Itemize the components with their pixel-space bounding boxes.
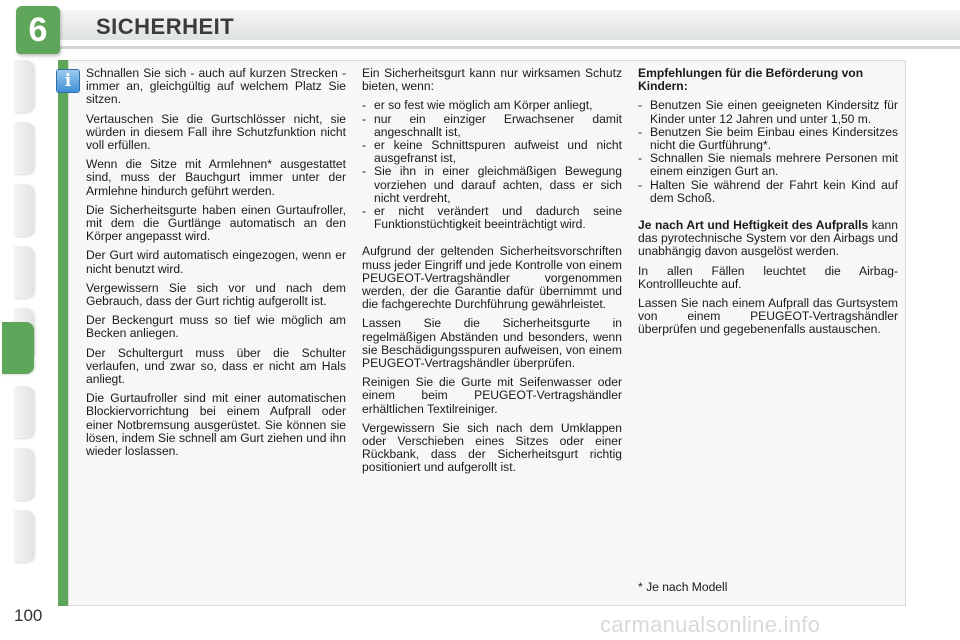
- chapter-tab-3[interactable]: [14, 184, 34, 236]
- paragraph: Der Gurt wird automatisch eingezogen, wenn er nicht benutzt wird.: [86, 248, 346, 276]
- paragraph: Die Gurtaufroller sind mit einer automatischen Blockiervorrichtung bei einem Aufprall oder einer Notbremsung ausgerüstet. Sie können sie lösen, indem Sie schnell am Gurt ziehen und ihn wieder loslassen.: [86, 391, 346, 459]
- paragraph: Vergewissern Sie sich nach dem Umklappen oder Verschieben eines Sitzes oder einer Rückbank, dass der Sicherheitsgurt richtig positioniert und aufgerollt ist.: [362, 420, 622, 475]
- paragraph: Die Sicherheitsgurte haben einen Gurtaufroller, mit dem die Gurtlänge automatisch an den Körper angepasst wird.: [86, 202, 346, 244]
- list-item: - Schnallen Sie niemals mehrere Personen mit einem einzigen Gurt an.: [638, 152, 898, 178]
- chapter-tab-2[interactable]: [14, 122, 34, 174]
- chapter-tab-7[interactable]: [14, 386, 34, 438]
- text-column-2: [362, 67, 622, 481]
- list-item: - er keine Schnittspuren aufweist und nicht ausgefranst ist,: [362, 139, 622, 165]
- chapter-tab-6-active[interactable]: [2, 322, 34, 374]
- paragraph: Wenn die Sitze mit Armlehnen* ausgestattet sind, muss der Bauchgurt immer unter der Armlehne hindurch geführt werden.: [86, 157, 346, 198]
- condition-list: [362, 99, 622, 231]
- paragraph: Schnallen Sie sich - auch auf kurzen Strecken - immer an, gleichgültig auf welchem Platz Sie sitzen.: [86, 66, 346, 107]
- chapter-number-badge: 6: [16, 6, 60, 54]
- paragraph: Vergewissern Sie sich vor und nach dem Gebrauch, dass der Gurt richtig aufgerollt ist.: [86, 280, 346, 309]
- list-item: - Halten Sie während der Fahrt kein Kind auf dem Schoß.: [638, 179, 898, 205]
- text-column-3: [638, 67, 898, 343]
- paragraph: Vertauschen Sie die Gurtschlösser nicht, sie würden in diesem Fall ihre Schutzfunktion nicht voll erfüllen.: [86, 111, 346, 153]
- paragraph: Der Schultergurt muss über die Schulter verlaufen, und zwar so, dass er nicht am Hals anliegt.: [86, 345, 346, 387]
- list-item: - nur ein einziger Erwachsener damit angeschnallt ist,: [362, 113, 622, 139]
- paragraph: Lassen Sie nach einem Aufprall das Gurtsystem von einem PEUGEOT-Vertragshändler überprüfen und gegebenenfalls austauschen.: [638, 296, 898, 337]
- paragraph: Ein Sicherheitsgurt kann nur wirksamen Schutz bieten, wenn:: [362, 66, 622, 94]
- page-number: 100: [14, 606, 43, 625]
- chapter-tab-4[interactable]: [14, 246, 34, 298]
- paragraph: In allen Fällen leuchtet die Airbag-Kontrollleuchte auf.: [638, 263, 898, 291]
- header-divider: [30, 46, 960, 49]
- list-item: - er so fest wie möglich am Körper anliegt,: [362, 99, 622, 112]
- paragraph-rest: kann das pyrotechnische System vor den Airbags und unabhängig davon ausgelöst werden.: [638, 218, 898, 259]
- content-accent-strip: [58, 60, 68, 606]
- list-item: - Sie ihn in einer gleichmäßigen Bewegung vorziehen und darauf achten, dass er sich nicht verdreht,: [362, 165, 622, 205]
- paragraph: Lassen Sie die Sicherheitsgurte in regelmäßigen Abständen und besonders, wenn sie Beschädigungsspuren aufweisen, von einem PEUGEOT-Vertragshändler überprüfen.: [362, 316, 622, 371]
- chapter-tab-8[interactable]: [14, 448, 34, 500]
- info-icon: i: [57, 70, 79, 92]
- chapter-tab-1[interactable]: [14, 60, 34, 112]
- list-item: - Benutzen Sie beim Einbau eines Kindersitzes nicht die Gurtführung*.: [638, 126, 898, 152]
- page-header: [0, 0, 960, 56]
- paragraph: Der Beckengurt muss so tief wie möglich am Becken anliegen.: [86, 313, 346, 341]
- paragraph: [638, 219, 898, 259]
- paragraph: Aufgrund der geltenden Sicherheitsvorschriften muss jeder Eingriff und jede Kontrolle von einem PEUGEOT-Vertragshändler vorgenommen werden, der die Garantie dafür übernimmt und die fachgerechte Durchführung gewährleistet.: [362, 244, 622, 312]
- chapter-title: SICHERHEIT: [96, 14, 235, 39]
- list-item: - Benutzen Sie einen geeigneten Kindersitz für Kinder unter 12 Jahren und unter 1,50 m.: [638, 99, 898, 125]
- bold-lead: Je nach Art und Heftigkeit des Aufpralls: [638, 218, 869, 233]
- paragraph: Reinigen Sie die Gurte mit Seifenwasser oder einem beim PEUGEOT-Vertragshändler erhältlichen Textilreiniger.: [362, 375, 622, 416]
- chapter-tab-9[interactable]: [14, 510, 34, 562]
- section-heading: Empfehlungen für die Beförderung von Kindern:: [638, 66, 864, 94]
- chapter-tabs: [0, 60, 60, 580]
- footnote: * Je nach Modell: [638, 580, 728, 594]
- list-item: - er nicht verändert und dadurch seine Funktionstüchtigkeit beeinträchtigt wird.: [362, 205, 622, 231]
- watermark: carmanualsonline.info: [600, 612, 821, 637]
- child-recommendations-list: [638, 99, 898, 205]
- text-column-1: [86, 67, 346, 464]
